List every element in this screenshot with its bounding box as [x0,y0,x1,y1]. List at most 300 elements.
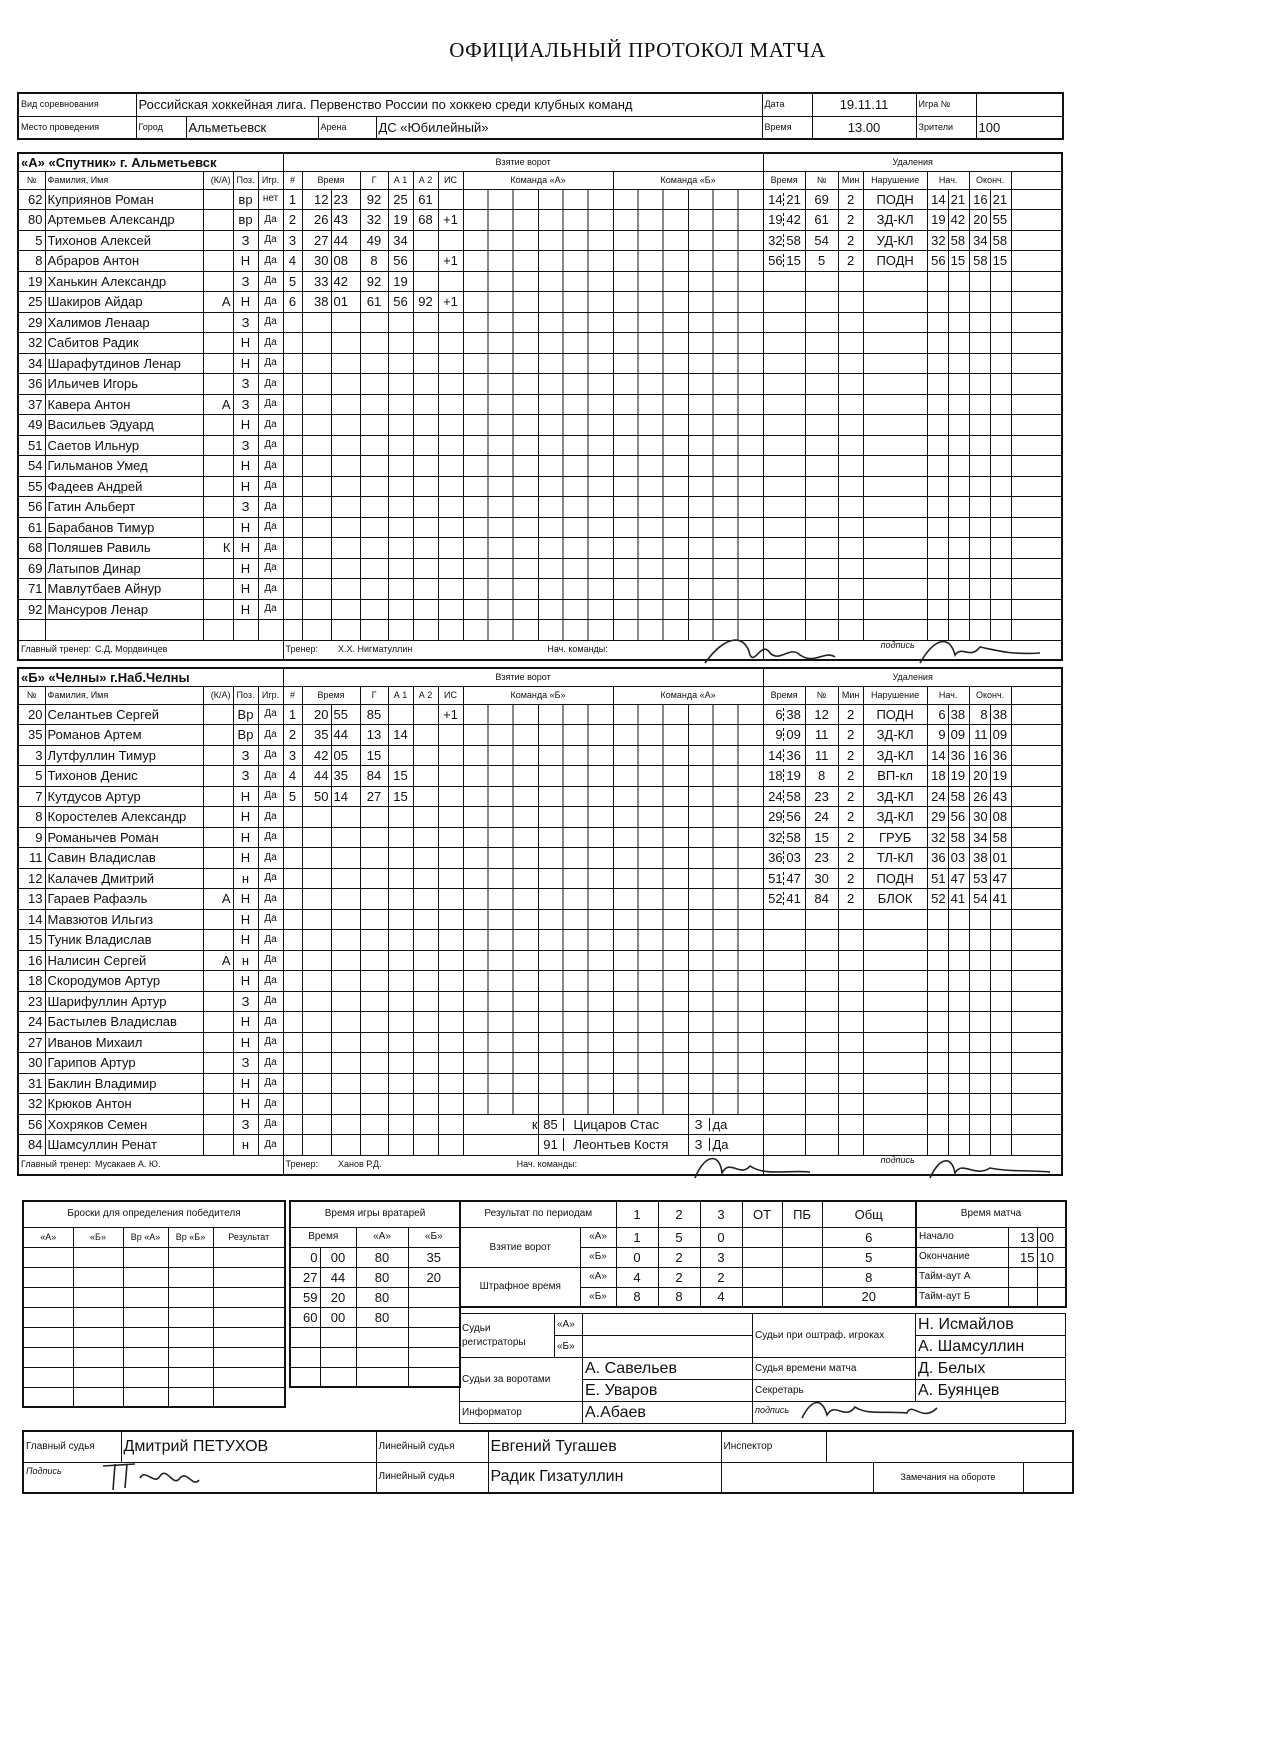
team-b-cmd-cell [688,827,763,848]
team-b-player-ka: А [203,950,233,971]
team-b-goal-assist-2 [413,827,438,848]
team-b-cmd-cell [688,725,763,746]
team-a-goal-num [283,394,302,415]
team-b-pen-player: 84 [805,889,838,910]
team-a-col-goal-num: # [283,171,302,189]
team-b-goal-time-mm [302,889,331,910]
team-b-pen-start-ss [948,930,969,951]
team-b-pen-time [763,1012,805,1033]
shootout-cell [123,1367,168,1387]
team-b-pen-end-mm: 30 [969,807,990,828]
team-b-goal-num [283,848,302,869]
team-a-cmd-cell [463,210,538,231]
period-row-team: «Б» [580,1287,616,1307]
team-a-pen-time [763,538,805,559]
team-b-goal-time-mm [302,1114,331,1135]
team-a-pen-time [763,456,805,477]
team-b-cmd-cell [463,1032,538,1053]
team-b-cmd-cell [688,1094,763,1115]
team-b-cmd-cell [688,950,763,971]
team-a-col-ka: (К/А) [203,171,233,189]
team-a-goal-assist-1 [388,435,413,456]
team-b-pen-player [805,1114,838,1135]
team-a-player-ka [203,210,233,231]
team-b-player-name: Романов Артем [45,725,203,746]
team-a-player-name: Халимов Ленаар [45,312,203,333]
team-a-player-row [18,292,1062,313]
team-b-pen-violation [863,1053,927,1074]
team-b-pen-extra [1011,930,1062,951]
team-b-goal-time-mm [302,1053,331,1074]
team-a-pen-time [763,333,805,354]
team-b-player-pos: Вр [233,704,258,725]
team-a-pen-end-mm [969,353,990,374]
team-a-cmd-cell [463,599,538,620]
team-b-player-played: Да [258,745,283,766]
team-b-goal-scorer [360,1012,388,1033]
team-b-goal-time-mm [302,1073,331,1094]
team-a-goal-strength [438,312,463,333]
team-b-goal-assist-2 [413,930,438,951]
team-b-goal-scorer [360,909,388,930]
team-a-player-num: 25 [18,292,45,313]
team-b-pen-time [763,1073,805,1094]
team-a-pen-start-ss [948,517,969,538]
team-b-player-row [18,1053,1062,1074]
team-b-goal-scorer [360,807,388,828]
team-a-goal-time-ss [331,394,360,415]
team-a-pen-extra [1011,558,1062,579]
team-a-player-played: Да [258,517,283,538]
team-a-goal-scorer [360,497,388,518]
team-b-cmd-cell [688,766,763,787]
team-a-pen-minutes [838,456,863,477]
team-a-pen-end-mm [969,415,990,436]
team-a-pen-extra [1011,374,1062,395]
team-a-goal-time-ss [331,374,360,395]
team-a-pen-violation [863,435,927,456]
team-b-player-ka [203,909,233,930]
shootout-cell [73,1267,123,1287]
team-a-cmd-cell [463,271,538,292]
team-b-goal-assist-2 [413,1073,438,1094]
period-row-team: «Б» [580,1247,616,1267]
team-a-pen-time-mm: 56 [764,254,784,267]
period-row-team: «А» [580,1227,616,1247]
shootout-row [23,1327,285,1347]
team-b-cmd-cell [463,786,538,807]
team-a-pen-time [763,251,805,272]
team-a-pen-extra [1011,497,1062,518]
team-a-goal-assist-2 [413,435,438,456]
team-a-pen-extra [1011,538,1062,559]
team-a-col-pen-violation: Нарушение [863,171,927,189]
team-b-pen-start-ss [948,1053,969,1074]
team-b-cmd-cell [463,725,538,746]
period-value [742,1267,782,1287]
team-a-player-played: Да [258,435,283,456]
team-a-pen-minutes [838,415,863,436]
team-a-col-cmd-other: Команда «Б» [613,171,763,189]
team-a-player-name: Васильев Эдуард [45,415,203,436]
period-value: 4 [616,1267,658,1287]
team-b-cmd-cell [463,971,538,992]
team-a-col-played: Игр. [258,171,283,189]
team-a-pen-player [805,558,838,579]
team-a-pen-player [805,517,838,538]
team-a-player-ka [203,579,233,600]
shootout-cell [23,1347,73,1367]
team-a-goal-num [283,558,302,579]
team-a-pen-player: 5 [805,251,838,272]
team-b-goal-strength [438,807,463,828]
team-b-col-pen-violation: Нарушение [863,686,927,704]
team-a-goal-scorer: 49 [360,230,388,251]
team-b-player-name: Баклин Владимир [45,1073,203,1094]
team-b-cmd-cell [538,1012,613,1033]
team-b-player-ka [203,807,233,828]
team-a-pen-end-mm [969,517,990,538]
team-a-pen-end-ss [990,497,1011,518]
linesman-1-label: Линейный судья [376,1431,488,1462]
team-a-cmd-cell [613,271,688,292]
match-start-ss: 00 [1037,1227,1066,1247]
team-a-goal-num [283,415,302,436]
team-a-pen-violation: ПОДН [863,251,927,272]
team-b-goal-strength [438,1114,463,1135]
team-b-goal-assist-1 [388,1032,413,1053]
team-a-pen-end-mm [969,271,990,292]
shootout-row [23,1307,285,1327]
team-b-goal-time-ss [331,930,360,951]
team-a-goal-assist-1 [388,497,413,518]
team-a-player-row [18,456,1062,477]
shootout-cell [168,1267,213,1287]
team-b-cmd-cell [688,848,763,869]
team-a-player-played: Да [258,374,283,395]
team-b-pen-player [805,1094,838,1115]
team-b-goal-assist-2 [413,704,438,725]
team-b-pen-extra [1011,725,1062,746]
team-b-pen-violation [863,1012,927,1033]
team-b-goal-assist-1 [388,1135,413,1156]
team-b-player-pos: З [233,1114,258,1135]
team-b-cmd-cell [538,1094,613,1115]
team-b-pen-start-mm: 24 [927,786,948,807]
team-a-pen-start-mm [927,271,948,292]
team-a-player-ka: К [203,538,233,559]
team-a-pen-start-ss: 21 [948,189,969,210]
team-a-player-num: 8 [18,251,45,272]
team-a-cmd-cell [538,558,613,579]
team-b-pen-player: 11 [805,725,838,746]
team-a-goal-assist-2 [413,476,438,497]
goalie-time-a [356,1367,408,1387]
team-a-goal-assist-1 [388,538,413,559]
team-a-player-pos: Н [233,558,258,579]
team-a-pen-start-ss [948,558,969,579]
team-b-player-name: Романычев Роман [45,827,203,848]
team-a-player-row [18,497,1062,518]
team-b-pen-start-mm [927,991,948,1012]
team-b-cmd-cell [613,766,688,787]
team-b-player-row [18,971,1062,992]
team-a-player-name: Абраров Антон [45,251,203,272]
linesman-2-label: Линейный судья [376,1462,488,1493]
team-b-pen-time [763,1094,805,1115]
team-b-player-ka [203,848,233,869]
team-b-pen-time [763,827,805,848]
team-a-goal-num [283,353,302,374]
team-b-cmd-cell [613,1032,688,1053]
team-a-pen-extra [1011,599,1062,620]
team-b-player-played: Да [258,868,283,889]
goal-judge-2: Е. Уваров [583,1380,753,1402]
team-a-pen-minutes [838,579,863,600]
team-a-player-row [18,517,1062,538]
team-b-col-pos: Поз. [233,686,258,704]
team-b-pen-start-mm [927,1053,948,1074]
team-b-coach-label: Тренер: [285,1159,318,1170]
shootout-cell [73,1367,123,1387]
team-a-pen-start-mm [927,456,948,477]
team-a-cmd-cell [688,333,763,354]
goalie-time-b [408,1307,460,1327]
team-b-player-played: Да [258,1032,283,1053]
team-b-player-name: Лутфуллин Тимур [45,745,203,766]
team-b-goal-assist-1 [388,950,413,971]
team-a-pen-minutes: 2 [838,251,863,272]
team-b-extra-player-cell [538,1135,688,1156]
team-b-player-num: 8 [18,807,45,828]
team-a-pen-violation [863,312,927,333]
team-b-goal-time-ss: 05 [331,745,360,766]
team-b-pen-player [805,930,838,951]
team-b-player-pos: Н [233,1032,258,1053]
team-a-player-num [18,620,45,641]
team-b-goal-assist-1 [388,889,413,910]
team-a-pen-minutes [838,517,863,538]
team-b-player-num: 5 [18,766,45,787]
team-b-pen-time [763,704,805,725]
team-a-pen-start-mm [927,599,948,620]
team-b-pen-time-mm: 18 [764,769,784,782]
team-b-cmd-cell [463,807,538,828]
team-a-pen-time [763,415,805,436]
team-a-pen-end-mm [969,579,990,600]
team-a-cmd-cell [538,456,613,477]
team-a-cmd-cell [688,230,763,251]
team-a-pen-end-ss [990,353,1011,374]
team-b-goal-num: 5 [283,786,302,807]
team-b-pen-start-ss: 41 [948,889,969,910]
team-a-player-pos: З [233,312,258,333]
team-b-pen-start-mm: 52 [927,889,948,910]
team-a-pen-start-ss [948,476,969,497]
team-a-pen-player [805,333,838,354]
team-b-block [17,667,1063,1176]
team-a-pen-end-ss [990,456,1011,477]
team-b-pen-time [763,1114,805,1135]
team-a-player-ka [203,230,233,251]
team-b-player-name: Селантьев Сергей [45,704,203,725]
team-a-player-ka [203,333,233,354]
team-a-goal-scorer: 8 [360,251,388,272]
team-a-player-name: Ханькин Александр [45,271,203,292]
team-b-player-played: Да [258,807,283,828]
team-b-goal-assist-1 [388,848,413,869]
team-a-goal-assist-2 [413,620,438,641]
team-b-player-played: Да [258,1053,283,1074]
team-b-pen-end-mm: 53 [969,868,990,889]
team-a-pen-time-ss: 15 [786,253,801,269]
team-a-player-name: Латыпов Динар [45,558,203,579]
team-a-pen-end-ss [990,292,1011,313]
team-a-goal-time-ss: 42 [331,271,360,292]
timeout-a-label: Тайм-аут А [916,1267,1008,1287]
team-b-goal-assist-2 [413,725,438,746]
period-row-label: Штрафное время [460,1267,580,1307]
team-a-pen-time-mm: 19 [764,213,784,226]
team-a-cmd-cell [538,353,613,374]
team-b-cmd-cell [613,889,688,910]
team-b-pen-start-mm: 18 [927,766,948,787]
team-b-player-num: 84 [18,1135,45,1156]
team-a-goal-time-ss [331,599,360,620]
team-b-goal-strength [438,1094,463,1115]
shootout-cell [23,1367,73,1387]
team-b-extra-k-cell [463,1135,538,1156]
team-b-goal-assist-2 [413,868,438,889]
team-b-goal-time-mm [302,827,331,848]
team-b-goal-strength: +1 [438,704,463,725]
team-b-goal-assist-1: 14 [388,725,413,746]
team-b-pen-time-ss: 47 [786,870,801,886]
goalie-time-ss [320,1367,356,1387]
shootout-cell [168,1247,213,1267]
team-b-head-coach-label: Главный тренер: [21,1159,91,1170]
team-b-goal-strength [438,971,463,992]
team-a-player-num: 71 [18,579,45,600]
team-b-goal-strength [438,725,463,746]
team-b-player-num: 16 [18,950,45,971]
team-b-col-pen-end: Оконч. [969,686,1011,704]
team-a-pen-start-ss [948,374,969,395]
team-a-goal-num [283,374,302,395]
team-a-pen-end-mm [969,292,990,313]
team-a-goal-assist-2: 68 [413,210,438,231]
team-b-pen-extra [1011,1094,1062,1115]
linesman-2-value: Радик Гизатуллин [488,1462,721,1493]
team-b-pen-extra [1011,909,1062,930]
team-a-pen-violation [863,333,927,354]
team-a-pen-player [805,312,838,333]
team-a-pen-minutes [838,497,863,518]
team-b-player-played: Да [258,950,283,971]
team-a-goal-time-mm [302,374,331,395]
team-b-cmd-cell [538,848,613,869]
team-a-player-name: Саетов Ильнур [45,435,203,456]
team-a-cmd-cell [613,333,688,354]
team-a-pen-end-mm [969,374,990,395]
team-b-goal-assist-2 [413,786,438,807]
period-value: 2 [658,1267,700,1287]
team-a-goal-assist-1 [388,517,413,538]
team-b-goal-time-ss [331,1114,360,1135]
team-b-player-played: Да [258,786,283,807]
team-a-player-ka: А [203,292,233,313]
team-a-pen-violation [863,497,927,518]
team-b-cmd-cell [538,704,613,725]
team-a-player-num: 68 [18,538,45,559]
team-b-goal-time-mm [302,971,331,992]
team-b-pen-violation [863,950,927,971]
team-b-goal-assist-2 [413,1053,438,1074]
team-b-player-ka: А [203,889,233,910]
team-b-pen-time-mm: 36 [764,851,784,864]
shootout-cell [23,1307,73,1327]
team-b-player-row [18,991,1062,1012]
team-a-pen-start-ss [948,394,969,415]
team-b-goal-assist-1 [388,1073,413,1094]
shootout-col: Вр «А» [123,1227,168,1247]
team-b-player-played: Да [258,909,283,930]
team-a-pen-end-mm [969,497,990,518]
team-b-player-row [18,1094,1062,1115]
team-b-goal-scorer [360,1114,388,1135]
team-b-cmd-cell [613,704,688,725]
team-a-cmd-cell [463,394,538,415]
team-b-pen-player [805,1032,838,1053]
team-a-player-row [18,579,1062,600]
team-b-pen-player: 24 [805,807,838,828]
team-b-pen-violation: ЗД-КЛ [863,786,927,807]
team-a-player-played: Да [258,415,283,436]
team-b-cmd-cell [613,1073,688,1094]
team-a-cmd-cell [613,599,688,620]
team-a-goal-time-ss [331,620,360,641]
team-a-player-played: Да [258,292,283,313]
team-a-player-row [18,210,1062,231]
team-b-goal-assist-1 [388,930,413,951]
team-b-player-row [18,889,1062,910]
team-b-goal-assist-1 [388,971,413,992]
team-b-goal-assist-2 [413,1032,438,1053]
team-a-head-coach: С.Д. Мордвинцев [95,644,168,655]
team-b-goal-assist-2 [413,1135,438,1156]
team-a-goal-time-mm: 27 [302,230,331,251]
goalie-time-a: 80 [356,1267,408,1287]
team-a-cmd-cell [688,312,763,333]
goalie-time-title: Время игры вратарей [290,1201,460,1227]
team-a-player-played: Да [258,271,283,292]
team-a-goal-assist-1: 19 [388,271,413,292]
inspector-value [826,1431,1073,1462]
team-a-goal-strength [438,435,463,456]
team-a-pen-violation [863,579,927,600]
team-b-cmd-cell [613,807,688,828]
period-value [782,1227,822,1247]
team-b-pen-start-mm: 51 [927,868,948,889]
team-b-cmd-cell [463,950,538,971]
team-b-pen-time [763,971,805,992]
team-b-pen-time [763,950,805,971]
team-b-pen-violation [863,1032,927,1053]
team-a-cmd-cell [688,251,763,272]
team-a-goal-time-mm [302,620,331,641]
team-a-cmd-cell [538,476,613,497]
team-a-player-row [18,415,1062,436]
